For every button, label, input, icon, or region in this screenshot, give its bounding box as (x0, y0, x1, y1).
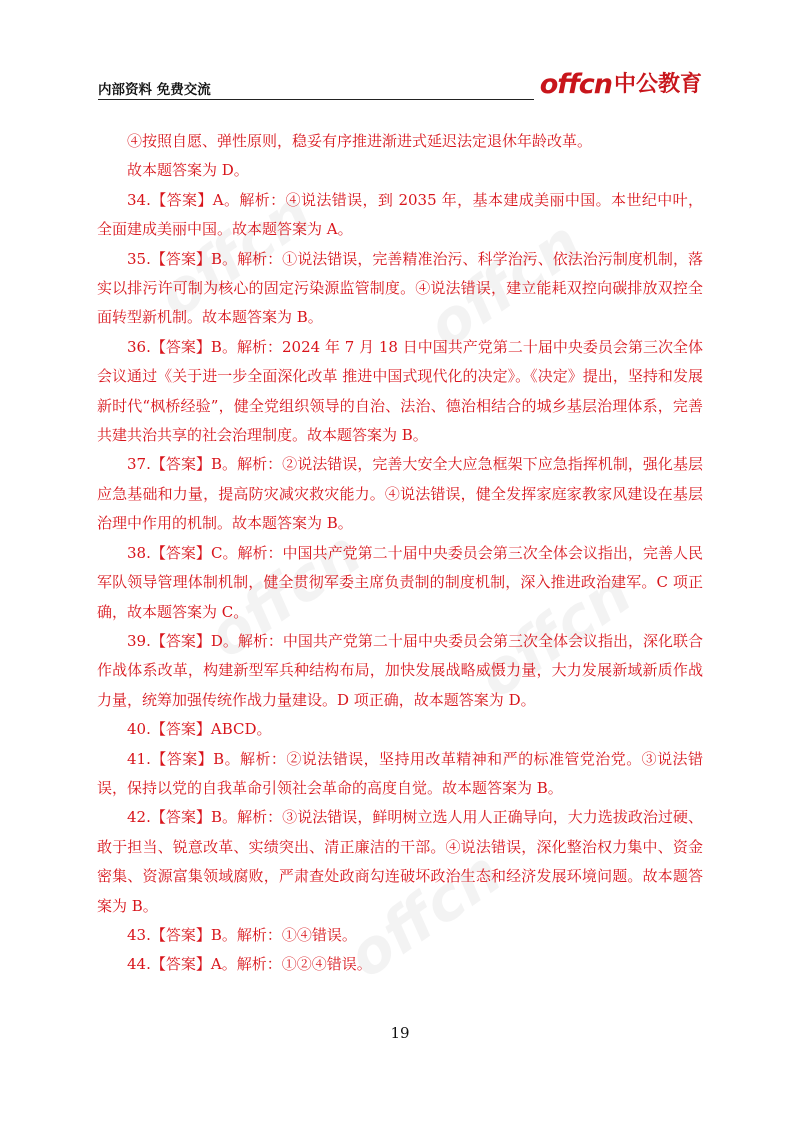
answer-paragraph: 43.【答案】B。解析：①④错误。 (127, 925, 357, 944)
answer-paragraph: 42.【答案】B。解析：③说法错误，鲜明树立选人用人正确导向，大力选拔政治过硬、敢于担当、锐意改革、实绩突出、清正廉洁的干部。④说法错误，深化整治权力集中、资金密集、资源富集领域腐败，严肃查处政商勾连破坏政治生态和经济发展环境问题。故本题答案为 B。 (97, 808, 703, 915)
answer-paragraph: 37.【答案】B。解析：②说法错误，完善大安全大应急框架下应急指挥机制，强化基层应急基础和力量，提高防灾减灾救灾能力。④说法错误，健全发挥家庭家教家风建设在基层治理中作用的机制。故本题答案为 B。 (97, 455, 703, 533)
answer-paragraph: 故本题答案为 D。 (127, 161, 249, 180)
page-header (98, 64, 702, 100)
answer-paragraph: 44.【答案】A。解析：①②④错误。 (127, 955, 372, 974)
answer-paragraph: 39.【答案】D。解析：中国共产党第二十届中央委员会第三次全体会议指出，深化联合作战体系改革，构建新型军兵种结构布局，加快发展战略威慑力量，大力发展新域新质作战力量，统筹加强传统作战力量建设。D 项正确，故本题答案为 D。 (97, 631, 703, 709)
answer-body (97, 127, 703, 980)
answer-paragraph: 36.【答案】B。解析：2024 年 7 月 18 日中国共产党第二十届中央委员会第三次全体会议通过《关于进一步全面深化改革 推进中国式现代化的决定》。《决定》提出，坚持和发展新时代“枫桥经验”，健全党组织领导的自治、法治、德治相结合的城乡基层治理体系，完善共建共治共享的社会治理制度。故本题答案为 B。 (97, 337, 703, 445)
page-number: 19 (390, 1024, 410, 1042)
answer-paragraph: 35.【答案】B。解析：①说法错误，完善精准治污、科学治污、依法治污制度机制，落实以排污许可制为核心的固定污染源监管制度。④说法错误，建立能耗双控向碳排放双控全面转型新机制。故本题答案为 B。 (97, 249, 703, 327)
answer-paragraph: 34.【答案】A。解析：④说法错误，到 2035 年，基本建成美丽中国。本世纪中叶，全面建成美丽中国。故本题答案为 A。 (97, 190, 703, 239)
answer-paragraph: 38.【答案】C。解析：中国共产党第二十届中央委员会第三次全体会议指出，完善人民军队领导管理体制机制，健全贯彻军委主席负责制的制度机制，深入推进政治建军。C 项正确，故本题答案为 C。 (97, 543, 703, 621)
answer-paragraph: 40.【答案】ABCD。 (127, 720, 272, 739)
logo-chinese-text: 中公教育 (613, 72, 702, 97)
answer-paragraph: 41.【答案】B。解析：②说法错误，坚持用改革精神和严的标准管党治党。③说法错误，保持以党的自我革命引领社会革命的高度自觉。故本题答案为 B。 (97, 749, 703, 797)
header-divider (98, 99, 534, 100)
answer-paragraph: ④按照自愿、弹性原则，稳妥有序推进渐进式延迟法定退休年龄改革。 (127, 132, 593, 150)
logo-latin-text: offcn (539, 69, 612, 100)
offcn-logo (540, 70, 702, 100)
header-label: 内部资料 免费交流 (98, 82, 211, 98)
